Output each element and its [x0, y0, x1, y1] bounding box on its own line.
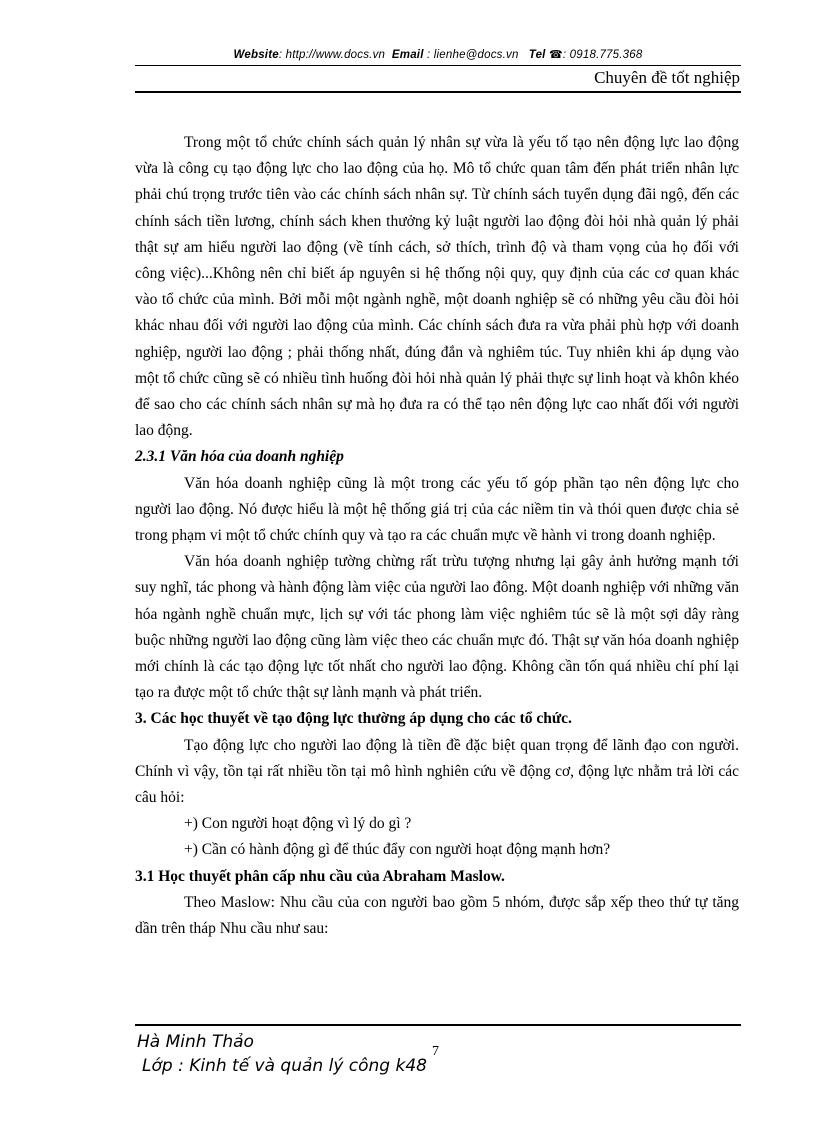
section-heading-2-3-1: 2.3.1 Văn hóa của doanh nghiệp — [135, 448, 344, 466]
phone-icon: ☎ — [548, 49, 563, 61]
author-class: Lớp : Kinh tế và quản lý công k48 — [142, 1056, 427, 1076]
footer-rule — [135, 1024, 741, 1026]
page-content — [135, 130, 739, 942]
tel-number: : 0918.775.368 — [562, 49, 643, 61]
paragraph-maslow: Theo Maslow: Nhu cầu của con người bao gồm 5 nhóm, được sắp xếp theo thứ tự tăng dần trên tháp Nhu cầu như sau: — [135, 893, 739, 938]
page-number: 7 — [432, 1044, 439, 1059]
website-url[interactable]: : http://www.docs.vn — [278, 49, 386, 61]
author-name: Hà Minh Thảo — [137, 1032, 254, 1052]
website-label: Website — [233, 49, 279, 61]
paragraph-policy: Trong một tổ chức chính sách quản lý nhân sự vừa là yếu tố tạo nên động lực lao động vừa là công cụ tạo động lực cho lao động của họ. Mô tổ chức quan tâm đến phát triển nhân lực phải chú trọng trước tiên vào các chính sách nhân sự. Từ chính sách tuyển dụng đãi ngộ, đến các chính sách tiền lương, chính sách khen thưởng kỷ luật người lao động đòi hỏi nhà quản lý phải thật sự am hiểu người lao động (về tính cách, sở thích, trình độ và tham vọng của họ đối với công việc)...Không nên chỉ biết áp nguyên si hệ thống nội quy, quy định của các cơ quan khác vào tổ chức của mình. Bởi mỗi một ngành nghề, một doanh nghiệp sẽ có những yêu cầu đòi hỏi khác nhau đối với người lao động của mình. Các chính sách đưa ra vừa phải phù hợp với doanh nghiệp, người lao động ; phải thống nhất, đúng đắn và nghiêm túc. Tuy nhiên khi áp dụng vào một tổ chức cũng sẽ có nhiều tình huống đòi hỏi nhà quản lý phải thực sự linh hoạt và khôn khéo để sao cho các chính sách nhân sự mà họ đưa ra có thể tạo nên động lực cao nhất đối với người lao động. — [135, 134, 739, 440]
email-label: Email — [391, 49, 424, 61]
email-address[interactable]: : lienhe@docs.vn — [423, 49, 519, 61]
paragraph-culture-definition: Văn hóa doanh nghiệp cũng là một trong các yếu tố góp phần tạo nên động lực cho người lao động. Nó được hiểu là một hệ thống giá trị của các niềm tin và thói quen được chia sẻ trong phạm vi một tổ chức chính quy và tạo ra các chuẩn mực về hành vi trong doanh nghiệp. — [135, 474, 739, 545]
document-title: Chuyên đề tốt nghiệp — [594, 68, 740, 87]
question-item-2: +) Cần có hành động gì để thúc đẩy con người hoạt động mạnh hơn? — [184, 841, 611, 859]
section-heading-3-1: 3.1 Học thuyết phân cấp nhu cầu của Abraham Maslow. — [135, 867, 505, 885]
paragraph-culture-influence: Văn hóa doanh nghiệp tường chừng rất trừu tượng nhưng lại gây ảnh hưởng mạnh tới suy nghĩ, tác phong và hành động làm việc của người lao đông. Một doanh nghiệp với những văn hóa ngành nghề chuẩn mực, lịch sự với tác phong làm việc nghiêm túc sẽ là một sợi dây ràng buộc những người lao động cũng làm việc theo các chuẩn mực đó. Thật sự văn hóa doanh nghiệp mới chính là các tạo động lực tốt nhất cho người lao động. Không cần tốn quá nhiều chí phí lại tạo ra được một tổ chức thật sự lành mạnh và phát triển. — [135, 553, 740, 702]
section-heading-3: 3. Các học thuyết về tạo động lực thường áp dụng cho các tổ chức. — [135, 710, 572, 728]
tel-label: Tel — [528, 49, 546, 61]
website-header — [135, 48, 741, 61]
header-rule-top — [135, 65, 741, 66]
question-item-1: +) Con người hoạt động vì lý do gì ? — [184, 815, 412, 833]
paragraph-motivation: Tạo động lực cho người lao động là tiền đề đặc biệt quan trọng để lãnh đạo con người. Chính vì vậy, tồn tại rất nhiều tồn tại mô hình nghiên cứu về động cơ, động lực nhằm trả lời các câu hỏi: — [135, 736, 739, 807]
header-rule-bottom — [135, 91, 741, 93]
